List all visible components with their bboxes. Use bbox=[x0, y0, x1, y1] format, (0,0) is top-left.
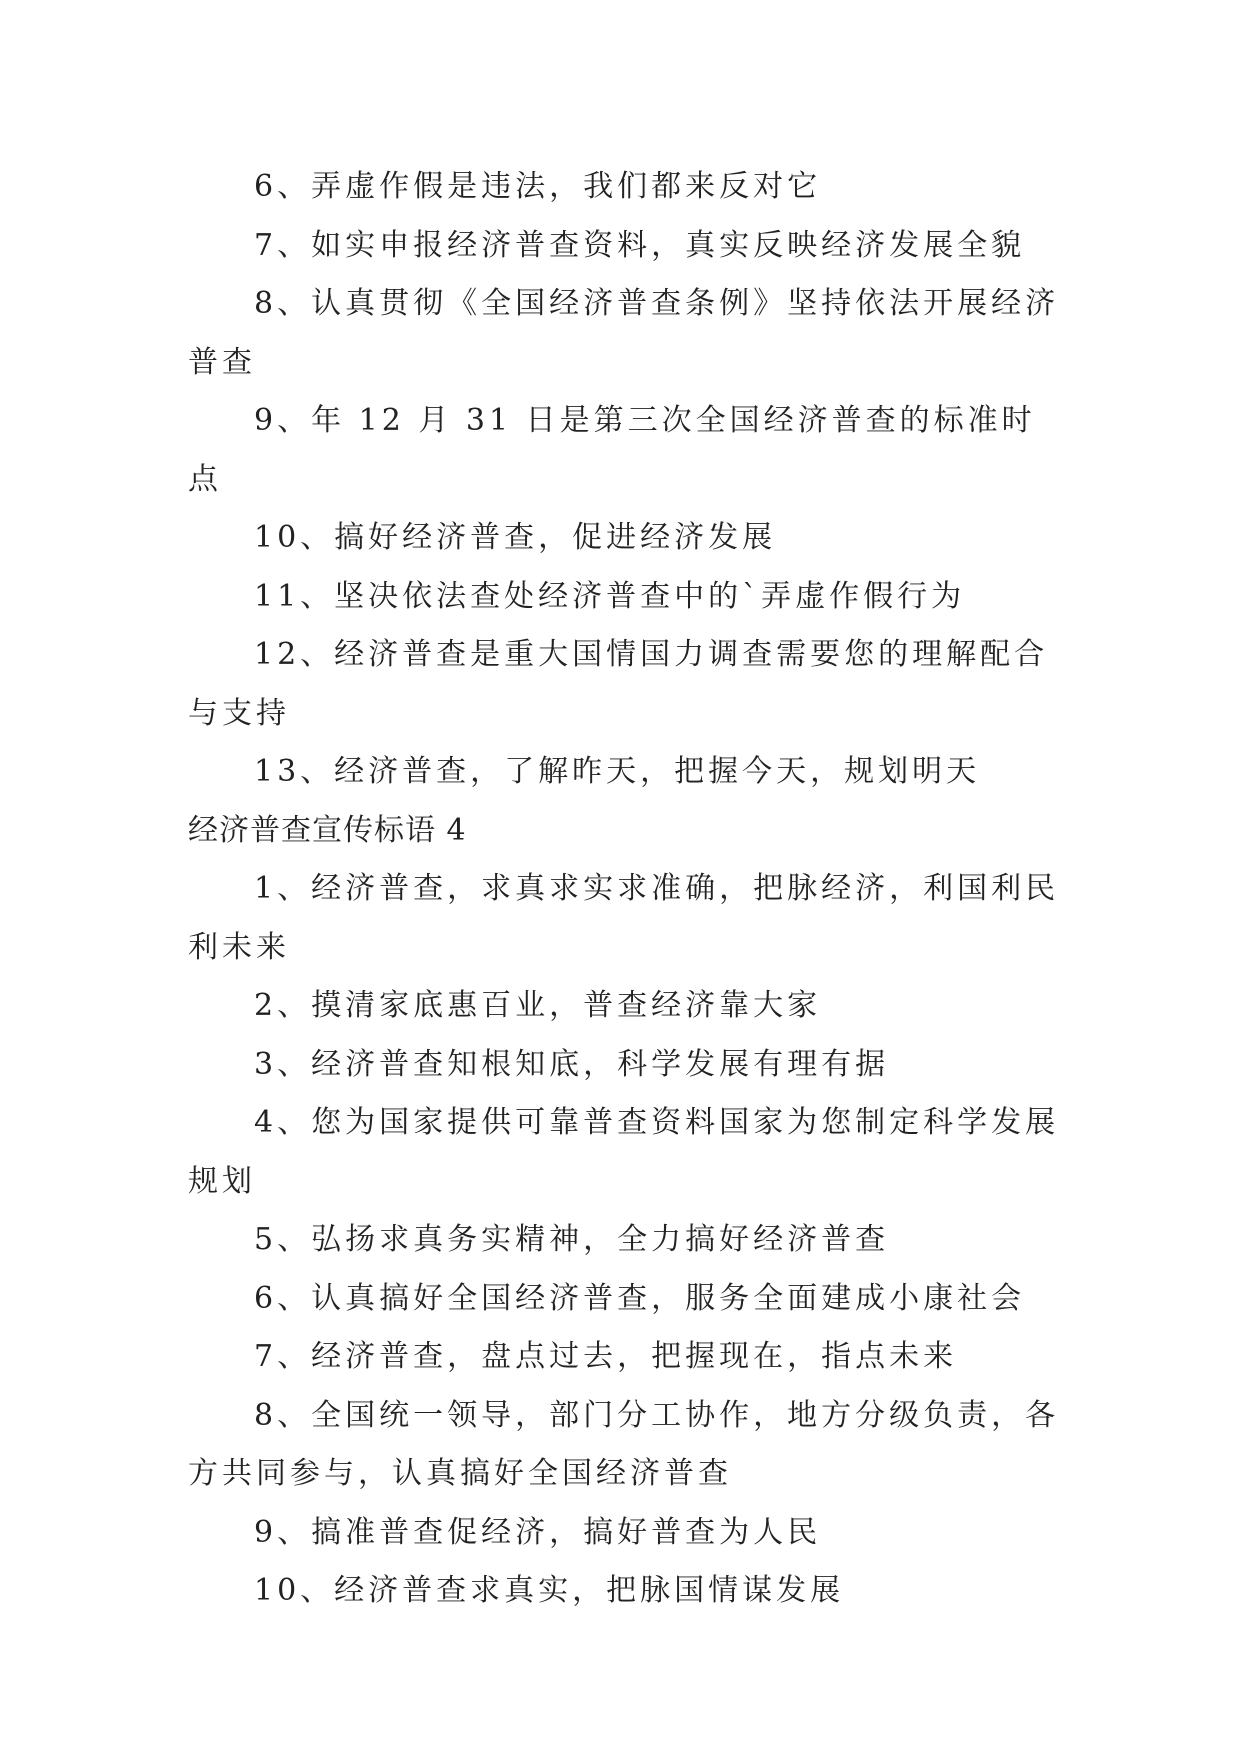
slogan-item: 12、经济普查是重大国情国力调查需要您的理解配合与支持 bbox=[188, 637, 1049, 731]
slogan-item: 2、摸清家底惠百业，普查经济靠大家 bbox=[254, 988, 822, 1023]
slogan-item: 11、坚决依法查处经济普查中的`弄虚作假行为 bbox=[254, 578, 966, 614]
slogan-item: 6、认真搞好全国经济普查，服务全面建成小康社会 bbox=[254, 1280, 1026, 1316]
slogan-item: 3、经济普查知根知底，科学发展有理有据 bbox=[254, 1046, 890, 1082]
section-heading: 经济普查宣传标语 4 bbox=[188, 812, 467, 848]
slogan-item: 8、认真贯彻《全国经济普查条例》坚持依法开展经济普查 bbox=[188, 286, 1060, 380]
slogan-item: 10、搞好经济普查，促进经济发展 bbox=[254, 520, 777, 555]
slogan-item: 13、经济普查，了解昨天，把握今天，规划明天 bbox=[254, 754, 981, 789]
slogan-item: 9、年 12 月 31 日是第三次全国经济普查的标准时点 bbox=[188, 403, 1036, 497]
slogan-item: 10、经济普查求真实，把脉国情谋发展 bbox=[254, 1573, 845, 1608]
slogan-item: 4、您为国家提供可靠普查资料国家为您制定科学发展规划 bbox=[188, 1105, 1060, 1199]
document-body bbox=[188, 158, 1068, 1621]
slogan-item: 5、弘扬求真务实精神，全力搞好经济普查 bbox=[254, 1222, 890, 1257]
slogan-item: 8、全国统一领导，部门分工协作，地方分级负责，各方共同参与，认真搞好全国经济普查 bbox=[188, 1397, 1060, 1491]
slogan-item: 7、如实申报经济普查资料，真实反映经济发展全貌 bbox=[254, 227, 1026, 263]
slogan-item: 7、经济普查，盘点过去，把握现在，指点未来 bbox=[254, 1339, 958, 1374]
slogan-item: 6、弄虚作假是违法，我们都来反对它 bbox=[254, 169, 822, 204]
slogan-item: 1、经济普查，求真求实求准确，把脉经济，利国利民利未来 bbox=[188, 871, 1060, 965]
slogan-item: 9、搞准普查促经济，搞好普查为人民 bbox=[254, 1514, 822, 1550]
